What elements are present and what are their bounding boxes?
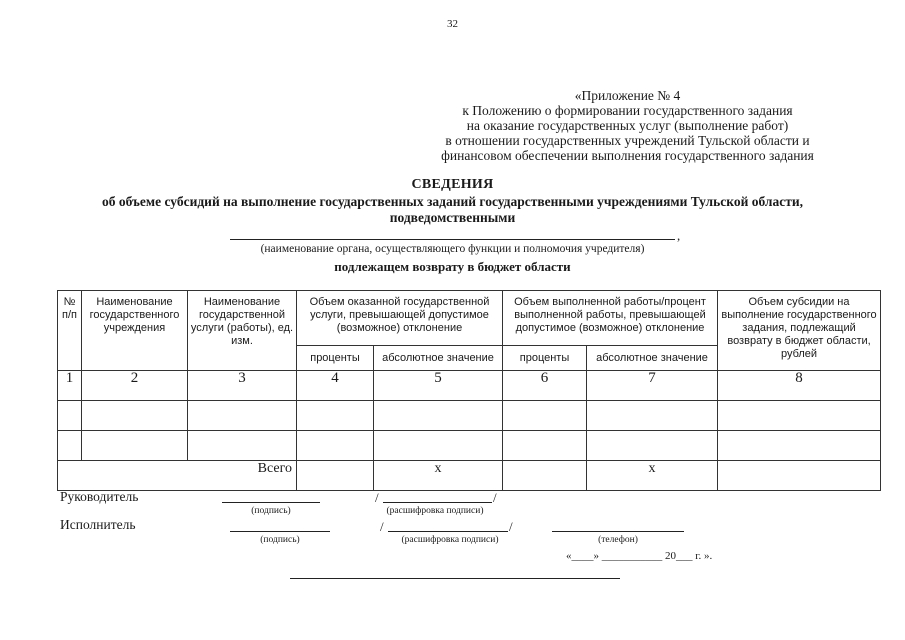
table-row: [58, 401, 881, 431]
total-label: Всего: [58, 461, 297, 491]
table-cell[interactable]: [297, 401, 374, 431]
date-line: «____» ___________ 20___ г. ».: [566, 550, 713, 562]
total-cell[interactable]: [718, 461, 881, 491]
table-cell[interactable]: [503, 401, 587, 431]
total-mark: х: [587, 461, 718, 491]
column-number: 8: [718, 371, 881, 401]
column-number: 7: [587, 371, 718, 401]
column-number: 1: [58, 371, 82, 401]
column-number-row: [58, 371, 881, 401]
table-header-row: [58, 291, 881, 346]
executor-signature-line[interactable]: [230, 531, 330, 532]
total-cell[interactable]: [297, 461, 374, 491]
appendix-line: «Приложение № 4: [574, 88, 681, 103]
appendix-line: в отношении государственных учреждений Тульской области и: [445, 133, 810, 148]
subtitle-line: об объеме субсидий на выполнение государственных заданий государственными учреждениями Тульской области,: [101, 194, 804, 209]
table-cell[interactable]: [718, 431, 881, 461]
header-service: Наименование государственной услуги (работы), ед. изм.: [188, 291, 297, 371]
subtitle-line: подведомственными: [389, 210, 516, 225]
total-row: [58, 461, 881, 491]
table-row: [58, 431, 881, 461]
head-signature-caption: (подпись): [251, 506, 291, 516]
header-absolute: абсолютное значение: [374, 346, 503, 371]
page-number: 32: [447, 18, 458, 30]
table-cell[interactable]: [58, 431, 82, 461]
total-cell[interactable]: [503, 461, 587, 491]
header-percent: проценты: [297, 346, 374, 371]
table-cell[interactable]: [82, 431, 188, 461]
subsidy-table: [57, 290, 881, 491]
header-num: № п/п: [58, 291, 82, 371]
document-subtitle: [80, 194, 825, 226]
organ-blank-line: [230, 239, 675, 240]
table-cell[interactable]: [82, 401, 188, 431]
head-signature-line[interactable]: [222, 502, 320, 503]
table-cell[interactable]: [188, 401, 297, 431]
table-cell[interactable]: [297, 431, 374, 461]
head-decoding-caption: (расшифровка подписи): [386, 506, 484, 516]
header-subsidy: Объем субсидии на выполнение государственного задания, подлежащий возврату в бюджет области, рублей: [718, 291, 881, 371]
bottom-divider: [290, 578, 620, 579]
header-work-volume: Объем выполненной работы/процент выполненной работы, превышающей допустимое (возможное) отклонение: [503, 291, 718, 346]
column-number: 2: [82, 371, 188, 401]
document-title: СВЕДЕНИЯ: [411, 177, 494, 192]
table-cell[interactable]: [188, 431, 297, 461]
header-percent: проценты: [503, 346, 587, 371]
slash: /: [493, 490, 497, 505]
executor-decoding-caption: (расшифровка подписи): [401, 535, 499, 545]
appendix-line: к Положению о формировании государственного задания: [462, 103, 793, 118]
table-cell[interactable]: [58, 401, 82, 431]
organ-caption: (наименование органа, осуществляющего функции и полномочия учредителя): [260, 243, 645, 255]
slash: /: [380, 519, 384, 534]
table-cell[interactable]: [374, 431, 503, 461]
table-cell[interactable]: [587, 401, 718, 431]
column-number: 3: [188, 371, 297, 401]
refund-line: подлежащем возврату в бюджет области: [334, 259, 571, 274]
phone-line[interactable]: [552, 531, 684, 532]
header-institution: Наименование государственного учреждения: [82, 291, 188, 371]
slash: /: [375, 490, 379, 505]
executor-signature-caption: (подпись): [260, 535, 300, 545]
column-number: 5: [374, 371, 503, 401]
appendix-line: на оказание государственных услуг (выполнение работ): [466, 118, 789, 133]
table-cell[interactable]: [718, 401, 881, 431]
phone-caption: (телефон): [598, 535, 638, 545]
header-absolute: абсолютное значение: [587, 346, 718, 371]
table-cell[interactable]: [503, 431, 587, 461]
head-label: Руководитель: [60, 489, 139, 504]
slash: /: [509, 519, 513, 534]
column-number: 4: [297, 371, 374, 401]
appendix-line: финансовом обеспечении выполнения государственного задания: [441, 148, 814, 163]
total-mark: х: [374, 461, 503, 491]
column-number: 6: [503, 371, 587, 401]
head-decoding-line[interactable]: [383, 502, 492, 503]
comma: ,: [677, 228, 681, 243]
executor-label: Исполнитель: [60, 517, 136, 532]
executor-decoding-line[interactable]: [388, 531, 508, 532]
table-cell[interactable]: [587, 431, 718, 461]
appendix-block: [400, 88, 855, 163]
header-service-volume: Объем оказанной государственной услуги, превышающей допустимое (возможное) отклонение: [297, 291, 503, 346]
table-cell[interactable]: [374, 401, 503, 431]
